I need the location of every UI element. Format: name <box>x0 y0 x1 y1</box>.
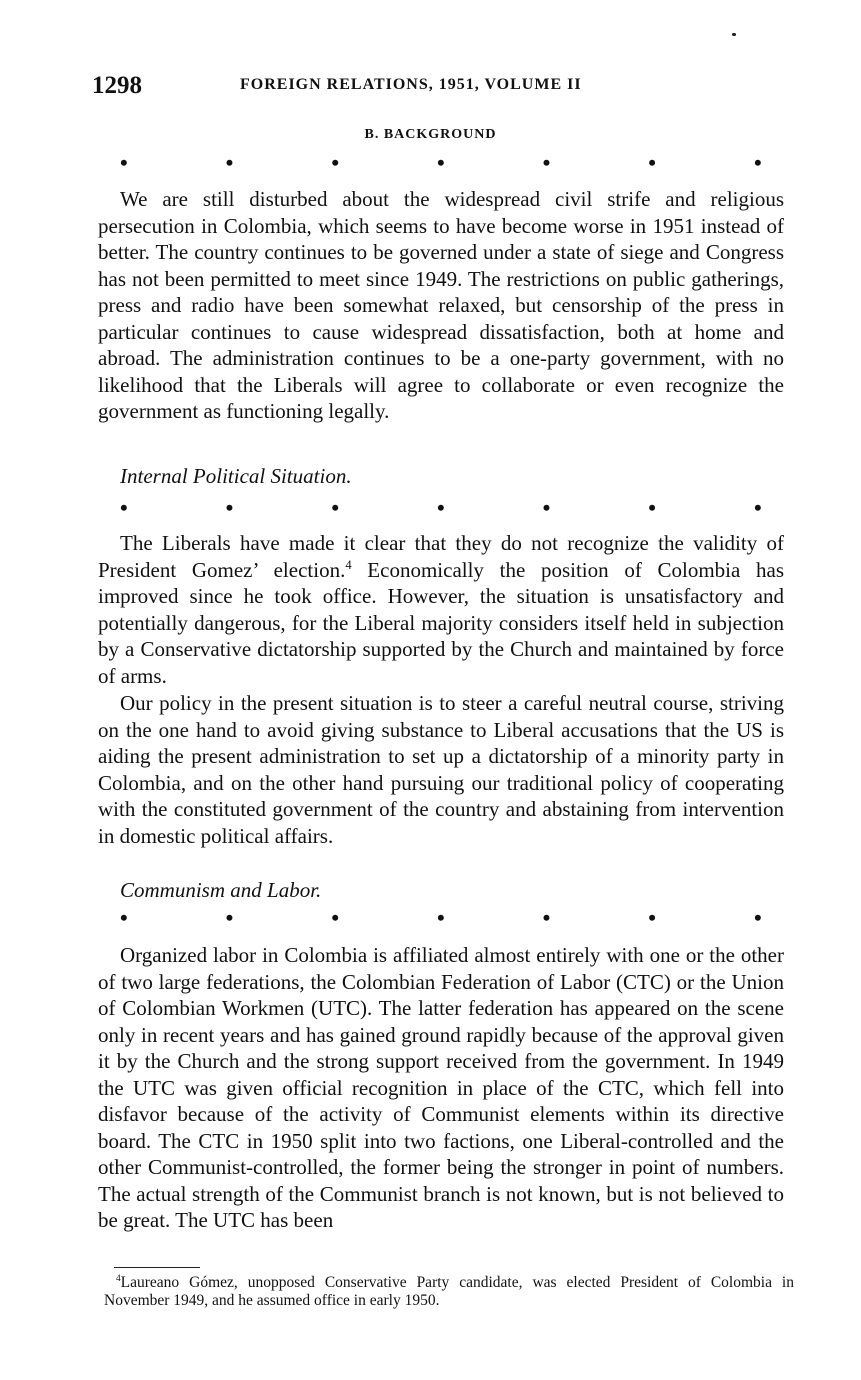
footnote <box>104 1274 794 1310</box>
ellipsis-row: • • • • • • • <box>120 495 762 520</box>
ellipsis-row: • • • • • • • <box>120 150 762 175</box>
paragraph-liberals: The Liberals have made it clear that they do not recognize the validity of President Gomez’ election.$^4$ Economically the position of Colombia has improved since he took office. However, the situation is unsatisfactory and potentially dangerous, for the Liberal majority considers itself held in subjection by a Conservative dictatorship supported by the Church and maintained by force of arms. <box>98 531 785 688</box>
heading-communism-and-labor: Communism and Labor. <box>120 878 322 902</box>
footnote-reference[interactable]: 4 <box>345 557 352 572</box>
heading-internal-political-situation: Internal Political Situation. <box>120 464 352 488</box>
scan-speck <box>732 33 736 36</box>
paragraph-policy: Our policy in the present situation is to steer a careful neutral course, striving on the one hand to avoid giving substance to Liberal accusations that the US is aiding the present administration to set up a dictatorship of a minority party in Colombia, and on the other hand pursuing our traditional policy of cooperating with the constituted government of the country and abstaining from intervention in domestic political affairs. <box>98 691 784 848</box>
footnote-marker: 4 <box>116 1273 121 1284</box>
ellipsis-row: • • • • • • • <box>120 905 762 930</box>
footnote-rule <box>114 1267 200 1268</box>
footnote-text: Laureano Gómez, unopposed Conservative Party candidate, was elected President of Colombia in November 1949, and he assumed office in early 1950. <box>104 1274 794 1309</box>
page-header <box>92 72 792 102</box>
section-title: B. BACKGROUND <box>364 127 497 142</box>
paragraph-civil-strife: We are still disturbed about the widespread civil strife and religious persecution in Colombia, which seems to have become worse in 1951 instead of better. The country continues to be governed under a state of siege and Congress has not been permitted to meet since 1949. The restrictions on public gatherings, press and radio have been somewhat relaxed, but censorship of the press in particular continues to cause widespread dissatisfaction, both at home and abroad. The administration continues to be a one-party government, with no likelihood that the Liberals will agree to collaborate or even recognize the government as functioning legally. <box>98 187 784 423</box>
page-number: 1298 <box>92 72 142 99</box>
paragraph-organized-labor: Organized labor in Colombia is affiliated almost entirely with one or the other of two large federations, the Colombian Federation of Labor (CTC) or the Union of Colombian Workmen (UTC). The latter federation has appeared on the scene only in recent years and has gained ground rapidly because of the approval given it by the Church and the strong support received from the government. In 1949 the UTC was given official recognition in place of the CTC, which fell into disfavor because of the activity of Communist elements within its directive board. The CTC in 1950 split into two factions, one Liberal-controlled and the other Communist-controlled, the former being the stronger in point of numbers. The actual strength of the Communist branch is not known, but is not believed to be great. The UTC has been <box>98 943 784 1232</box>
running-head: FOREIGN RELATIONS, 1951, VOLUME II <box>240 76 582 93</box>
